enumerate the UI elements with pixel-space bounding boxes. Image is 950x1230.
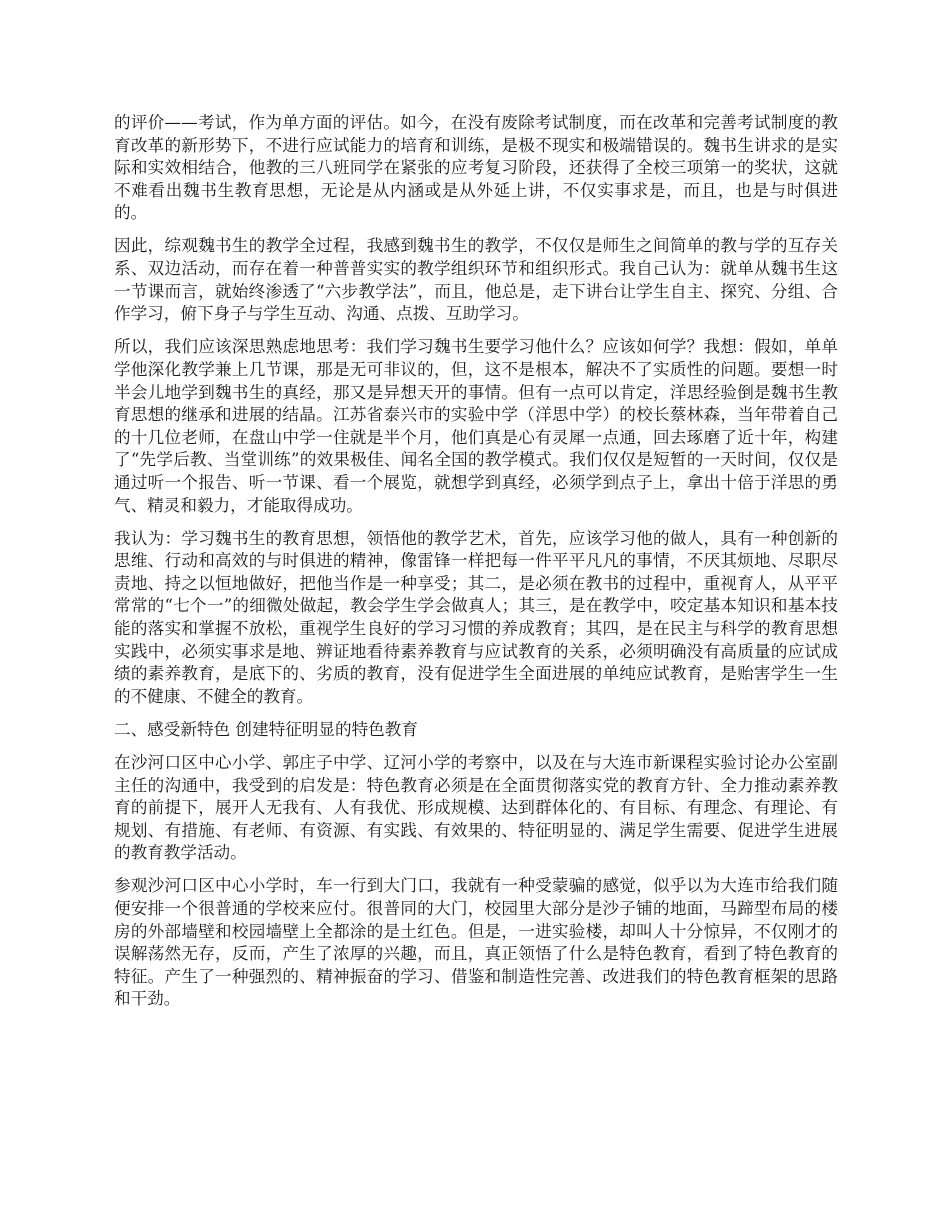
document-page bbox=[114, 112, 838, 1021]
section-heading: 二、感受新特色 创建特征明显的特色教育 bbox=[114, 719, 418, 739]
paragraph: 参观沙河口区中心小学时，车一行到大门口，我就有一种受蒙骗的感觉，似乎以为大连市给我们随便安排一个很普通的学校来应付。很普同的大门，校园里大部分是沙子铺的地面，马蹄型布局的楼房的外部墙壁和校园墙壁上全都涂的是土红色。但是，一进实验楼，却叫人十分惊异，不仅刚才的误解荡然无存，反而，产生了浓厚的兴趣，而且，真正领悟了什么是特色教育，看到了特色教育的特征。产生了一种强烈的、精神振奋的学习、借鉴和制造性完善、改进我们的特色教育框架的思路和干劲。 bbox=[114, 876, 838, 1009]
paragraph: 在沙河口区中心小学、郭庄子中学、辽河小学的考察中，以及在与大连市新课程实验讨论办公室副主任的沟通中，我受到的启发是：特色教育必须是在全面贯彻落实党的教育方针、全力推动素养教育的前提下，展开人无我有、人有我优、形成规模、达到群体化的、有目标、有理念、有理论、有规划、有措施、有老师、有资源、有实践、有效果的、特征明显的、满足学生需要、促进学生进展的教育教学活动。 bbox=[114, 752, 838, 863]
paragraph: 我认为：学习魏书生的教育思想，领悟他的教学艺术，首先，应该学习他的做人，具有一种创新的思维、行动和高效的与时俱进的精神，像雷锋一样把每一件平平凡凡的事情，不厌其烦地、尽职尽责地、持之以恒地做好，把他当作是一种享受；其二，是必须在教书的过程中，重视育人，从平平常常的“七个一”的细微处做起，教会学生学会做真人；其三，是在教学中，咬定基本知识和基本技能的落实和掌握不放松，重视学生良好的学习习惯的养成教育；其四，是在民主与科学的教育思想实践中，必须实事求是地、辨证地看待素养教育与应试教育的关系，必须明确没有高质量的应试成绩的素养教育，是底下的、劣质的教育，没有促进学生全面进展的单纯应试教育，是贻害学生一生的不健康、不健全的教育。 bbox=[114, 528, 838, 706]
paragraph: 因此，综观魏书生的教学全过程，我感到魏书生的教学，不仅仅是师生之间简单的教与学的互存关系、双边活动，而存在着一种普普实实的教学组织环节和组织形式。我自己认为：就单从魏书生这一节课而言，就始终渗透了“六步教学法”，而且，他总是，走下讲台让学生自主、探究、分组、合作学习，俯下身子与学生互动、沟通、点拨、互助学习。 bbox=[114, 236, 838, 324]
paragraph: 的评价——考试，作为单方面的评估。如今，在没有废除考试制度，而在改革和完善考试制度的教育改革的新形势下，不进行应试能力的培育和训练，是极不现实和极端错误的。魏书生讲求的是实际和实效相结合，他教的三八班同学在紧张的应考复习阶段，还获得了全校三项第一的奖状，这就不难看出魏书生教育思想，无论是从内涵或是从外延上讲，不仅实事求是，而且，也是与时俱进的。 bbox=[114, 113, 838, 223]
paragraph: 所以，我们应该深思熟虑地思考：我们学习魏书生要学习他什么？应该如何学？我想：假如，单单学他深化教学兼上几节课，那是无可非议的，但，这不是根本，解决不了实质性的问题。要想一时半会儿地学到魏书生的真经，那又是异想天开的事情。但有一点可以肯定，洋思经验倒是魏书生教育思想的继承和进展的结晶。江苏省泰兴市的实验中学（洋思中学）的校长蔡林森，当年带着自己的十几位老师，在盘山中学一住就是半个月，他们真是心有灵犀一点通，回去琢磨了近十年，构建了“先学后教、当堂训练”的效果极佳、闻名全国的教学模式。我们仅仅是短暂的一天时间，仅仅是通过听一个报告、听一节课、看一个展览，就想学到真经，必须学到点子上，拿出十倍于洋思的勇气、精灵和毅力，才能取得成功。 bbox=[114, 337, 838, 515]
